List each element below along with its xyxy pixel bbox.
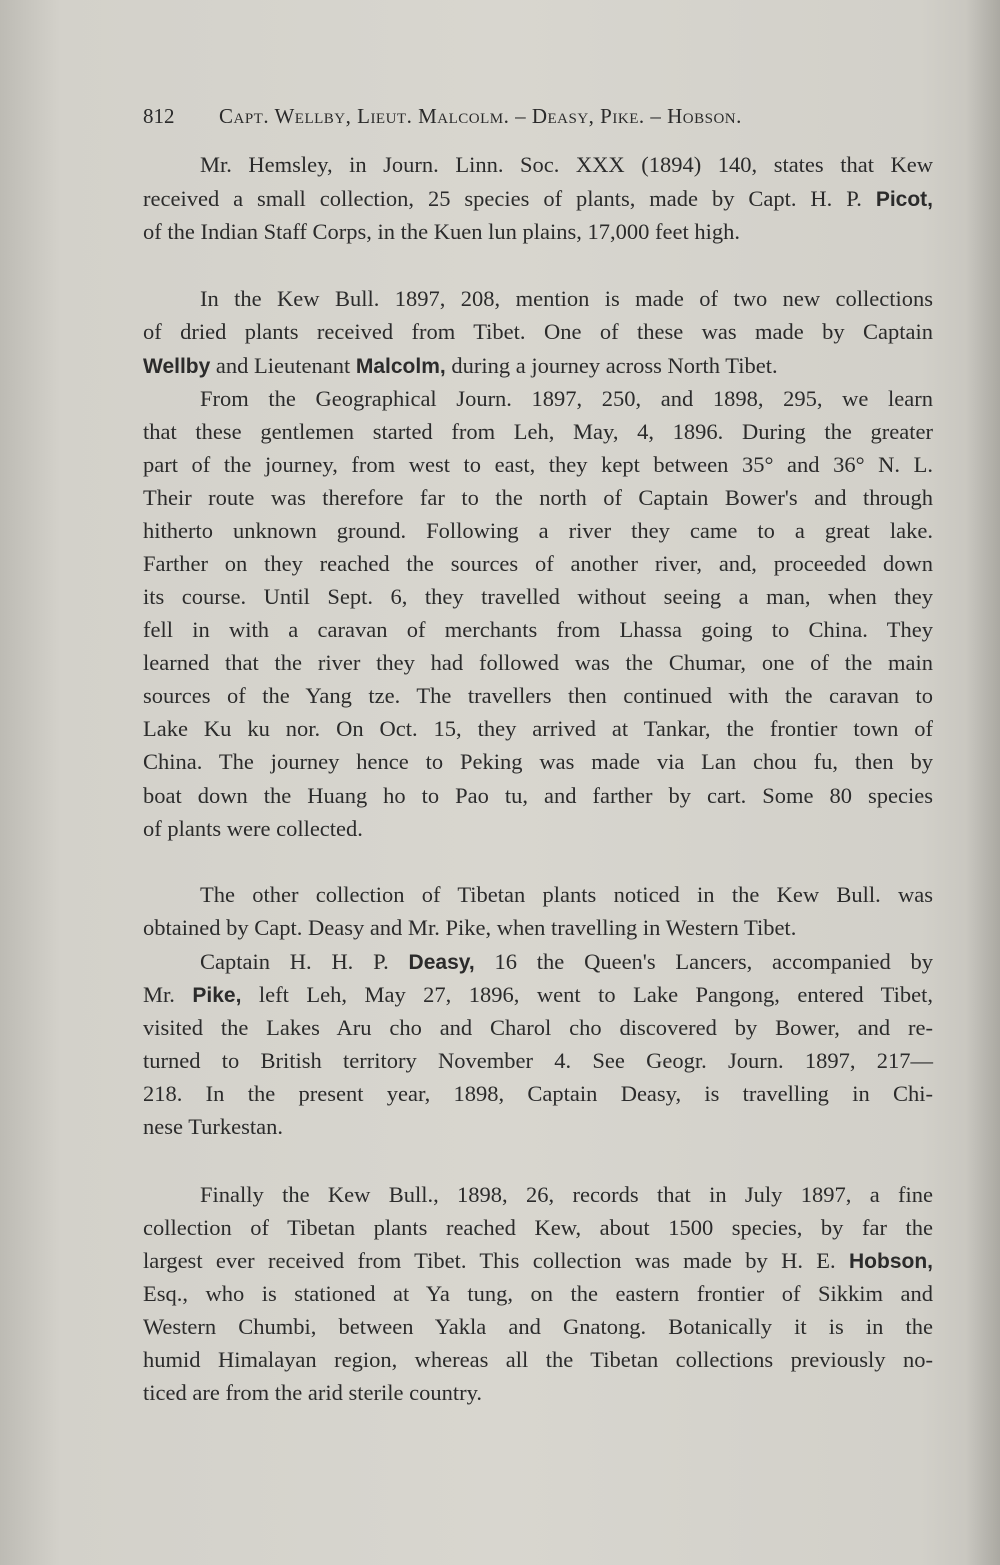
text-segment: left Leh, May 27, 1896, went to Lake Pangong, entered Tibet, <box>241 982 933 1007</box>
text-line <box>143 1277 933 1311</box>
text-segment: its course. Until Sept. 6, they travelled without seeing a man, when they <box>143 584 933 609</box>
text-line <box>143 580 933 614</box>
text-line <box>143 779 933 813</box>
text-segment: learned that the river they had followed was the Chumar, one of the main <box>143 650 933 675</box>
text-segment: boat down the Huang ho to Pao tu, and farther by cart. Some 80 species <box>143 783 933 808</box>
text-line <box>143 481 933 515</box>
text-segment: of plants were collected. <box>143 816 363 841</box>
text-segment: hitherto unknown ground. Following a river they came to a great lake. <box>143 518 933 543</box>
text-segment: Lake Ku ku nor. On Oct. 15, they arrived at Tankar, the frontier town of <box>143 716 933 741</box>
text-segment: nese Turkestan. <box>143 1114 283 1139</box>
text-segment: turned to British territory November 4. See Geogr. Journ. 1897, 217— <box>143 1048 933 1073</box>
text-line <box>143 415 933 449</box>
emphasized-name: Pike, <box>192 984 242 1007</box>
text-segment: during a journey across North Tibet. <box>445 353 778 378</box>
text-line <box>143 812 933 846</box>
text-line <box>143 911 933 945</box>
text-segment: Mr. Hemsley, in Journ. Linn. Soc. XXX (1894) 140, states that Kew <box>200 152 933 177</box>
text-segment: Mr. <box>143 982 193 1007</box>
text-segment: collection of Tibetan plants reached Kew, about 1500 species, by far the <box>143 1215 933 1240</box>
text-line <box>143 1011 933 1045</box>
text-line <box>200 382 933 416</box>
page-gutter-shadow <box>966 0 1000 1565</box>
emphasized-name: Deasy, <box>408 951 475 974</box>
running-header <box>143 100 933 136</box>
page-number: 812 <box>143 104 175 128</box>
text-segment: Esq., who is stationed at Ya tung, on the eastern frontier of Sikkim and <box>143 1281 933 1306</box>
text-segment: ticed are from the arid sterile country. <box>143 1380 483 1405</box>
text-line <box>143 215 933 249</box>
emphasized-name: Hobson, <box>849 1250 933 1273</box>
text-line <box>143 1310 933 1344</box>
text-line <box>143 1244 933 1278</box>
running-title: Capt. Wellby, Lieut. Malcolm. – Deasy, Pike. – Hobson. <box>219 104 742 128</box>
text-line <box>200 945 933 979</box>
text-segment: obtained by Capt. Deasy and Mr. Pike, when travelling in Western Tibet. <box>143 915 797 940</box>
text-line <box>143 182 933 216</box>
text-line <box>143 1110 933 1144</box>
text-segment: received a small collection, 25 species of plants, made by Capt. H. P. <box>143 186 876 211</box>
text-line <box>143 1211 933 1245</box>
text-line <box>200 878 933 912</box>
text-line <box>200 148 933 182</box>
text-line <box>143 712 933 746</box>
text-segment: visited the Lakes Aru cho and Charol cho discovered by Bower, and re- <box>143 1015 933 1040</box>
text-line <box>143 646 933 680</box>
emphasized-name: Malcolm, <box>355 355 446 378</box>
text-segment: Their route was therefore far to the north of Captain Bower's and through <box>143 485 933 510</box>
text-line <box>143 613 933 647</box>
emphasized-name: Wellby <box>143 355 211 378</box>
text-line <box>143 547 933 581</box>
text-segment: humid Himalayan region, whereas all the Tibetan collections previously no- <box>143 1347 933 1372</box>
text-segment: of dried plants received from Tibet. One of these was made by Captain <box>143 319 933 344</box>
text-line <box>143 315 933 349</box>
text-segment: largest ever received from Tibet. This collection was made by H. E. <box>143 1248 849 1273</box>
text-segment: that these gentlemen started from Leh, May, 4, 1896. During the greater <box>143 419 933 444</box>
text-line <box>143 349 933 383</box>
text-line <box>143 679 933 713</box>
text-line <box>200 282 933 316</box>
text-line <box>143 978 933 1012</box>
text-segment: From the Geographical Journ. 1897, 250, and 1898, 295, we learn <box>200 386 933 411</box>
text-segment: Western Chumbi, between Yakla and Gnatong. Botanically it is in the <box>143 1314 933 1339</box>
text-segment: The other collection of Tibetan plants noticed in the Kew Bull. was <box>200 882 933 907</box>
emphasized-name: Picot, <box>875 188 933 211</box>
text-segment: In the Kew Bull. 1897, 208, mention is made of two new collections <box>200 286 933 311</box>
text-line <box>143 1343 933 1377</box>
text-segment: 16 the Queen's Lancers, accompanied by <box>474 949 933 974</box>
text-segment: 218. In the present year, 1898, Captain Deasy, is travelling in Chi- <box>143 1081 933 1106</box>
text-segment: sources of the Yang tze. The travellers then continued with the caravan to <box>143 683 933 708</box>
text-segment: of the Indian Staff Corps, in the Kuen lun plains, 17,000 feet high. <box>143 219 740 244</box>
text-segment: part of the journey, from west to east, they kept between 35° and 36° N. L. <box>143 452 933 477</box>
text-segment: fell in with a caravan of merchants from Lhassa going to China. They <box>143 617 933 642</box>
text-line <box>143 745 933 779</box>
text-line <box>143 1044 933 1078</box>
text-line <box>200 1178 933 1212</box>
text-segment: Captain H. H. P. <box>200 949 409 974</box>
text-segment: Farther on they reached the sources of another river, and, proceeded down <box>143 551 933 576</box>
text-segment: and Lieutenant <box>210 353 356 378</box>
text-segment: China. The journey hence to Peking was made via Lan chou fu, then by <box>143 749 933 774</box>
text-segment: Finally the Kew Bull., 1898, 26, records that in July 1897, a fine <box>200 1182 933 1207</box>
text-line <box>143 448 933 482</box>
text-line <box>143 514 933 548</box>
text-line <box>143 1077 933 1111</box>
text-line <box>143 1376 933 1410</box>
